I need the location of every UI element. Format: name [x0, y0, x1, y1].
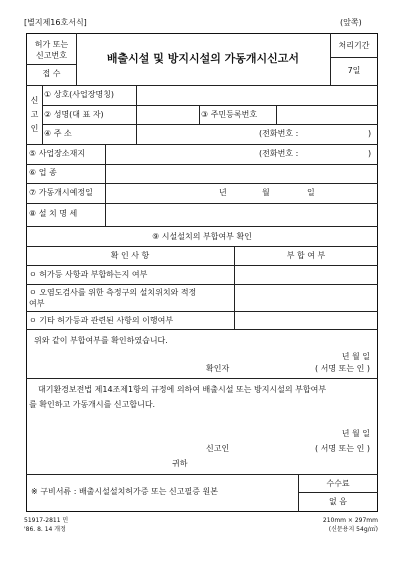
applicant-label-2: 고 — [30, 110, 39, 119]
received-label: 접 수 — [42, 69, 61, 78]
processing-period-value: 7일 — [347, 66, 361, 75]
representative-label: ② 성명(대 표 자) — [44, 110, 104, 119]
front-side-label: (앞쪽) — [340, 18, 362, 27]
divider — [199, 105, 200, 124]
start-day-label: 일 — [307, 188, 315, 197]
divider — [26, 311, 378, 312]
installation-details-label: ⑧ 설 치 명 세 — [29, 209, 78, 218]
resident-number-label: ③ 주민등록번호 — [201, 110, 258, 119]
industry-field[interactable] — [107, 165, 377, 182]
representative-field[interactable] — [137, 106, 198, 123]
start-date-label: ⑦ 가동개시예정일 — [29, 188, 93, 197]
divider — [26, 246, 378, 247]
divider — [26, 265, 378, 266]
permit-label: 허가 또는 — [34, 40, 69, 49]
company-name-field[interactable] — [137, 86, 377, 104]
site-phone-label: (전화번호 : — [259, 149, 299, 158]
divider — [26, 226, 378, 227]
check-row-measurement-cont: 여부 — [29, 299, 45, 308]
check-items-header: 확 인 사 항 — [110, 251, 150, 260]
declarant-label: 신고인 — [206, 444, 230, 453]
fee-label: 수수료 — [326, 479, 350, 488]
divider — [330, 57, 378, 58]
divider — [105, 144, 106, 226]
resident-number-field[interactable] — [277, 106, 377, 123]
divider — [42, 124, 378, 125]
paper-size: 210mm × 297mm — [322, 517, 378, 524]
start-year-label: 년 — [219, 188, 227, 197]
form-code: 51917-2811 민 — [24, 517, 69, 524]
divider — [298, 492, 378, 493]
check-row-other: ㅇ 기타 허가등과 관련된 사항의 이행여부 — [29, 316, 174, 325]
check-section-title: ⑨ 시설설치의 부합여부 확인 — [152, 232, 252, 241]
check-row-permit: ㅇ 허가등 사항과 부합하는지 여부 — [29, 270, 148, 279]
divider — [26, 378, 378, 379]
divider — [26, 474, 378, 475]
address-label: ④ 주 소 — [44, 129, 72, 138]
confirmer-signature[interactable]: ( 서명 또는 인 ) — [314, 364, 370, 373]
divider — [136, 124, 137, 144]
check-row-measurement: ㅇ 오염도검사를 위한 측정구의 설치위치와 적정 — [29, 288, 197, 297]
installation-details-field[interactable] — [107, 204, 377, 225]
start-month-label: 월 — [262, 188, 270, 197]
company-name-label: ① 상호(사업장명칭) — [44, 90, 115, 99]
form-title: 배출시설 및 방지시설의 가동개시신고서 — [106, 52, 300, 65]
paper-type: (신문용지 54g/㎡) — [328, 526, 378, 533]
divider — [26, 284, 378, 285]
declaration-line-1: 대기환경보전법 제14조제1항의 규정에 의하여 배출시설 또는 방지시설의 부합여부 — [38, 385, 327, 394]
confirmer-label: 확인자 — [206, 364, 230, 373]
addressee-label: 귀하 — [172, 459, 188, 468]
declaration-date: 년 월 일 — [341, 429, 370, 438]
divider — [26, 64, 76, 65]
required-documents: ※ 구비서류 : 배출시설설치허가증 또는 신고필증 원본 — [31, 487, 218, 496]
confirm-text: 위와 같이 부합여부를 확인하였습니다. — [34, 336, 168, 345]
divider — [26, 183, 378, 184]
divider — [26, 144, 378, 145]
applicant-label-3: 인 — [30, 124, 39, 133]
processing-period-label: 처리기간 — [338, 41, 370, 50]
site-location-label: ⑤ 사업장소재지 — [29, 149, 86, 158]
site-phone-close: ) — [368, 149, 372, 158]
divider — [26, 329, 378, 330]
phone-close: ) — [368, 129, 372, 138]
compliance-header: 부 합 여 부 — [286, 251, 326, 260]
declarant-signature[interactable]: ( 서명 또는 인 ) — [314, 444, 370, 453]
confirm-date: 년 월 일 — [341, 352, 370, 361]
divider — [42, 85, 43, 144]
applicant-label-1: 신 — [30, 96, 39, 105]
revision-date: '86. 8. 14 개정 — [24, 526, 66, 533]
form-number: [별지제16호서식] — [24, 18, 87, 27]
permit-number-label: 신고번호 — [36, 51, 67, 60]
fee-value: 없 음 — [329, 497, 347, 506]
phone-label: (전화번호 : — [259, 129, 299, 138]
declaration-line-2: 를 확인하고 가동개시를 신고합니다. — [29, 400, 156, 409]
industry-label: ⑥ 업 종 — [29, 168, 57, 177]
